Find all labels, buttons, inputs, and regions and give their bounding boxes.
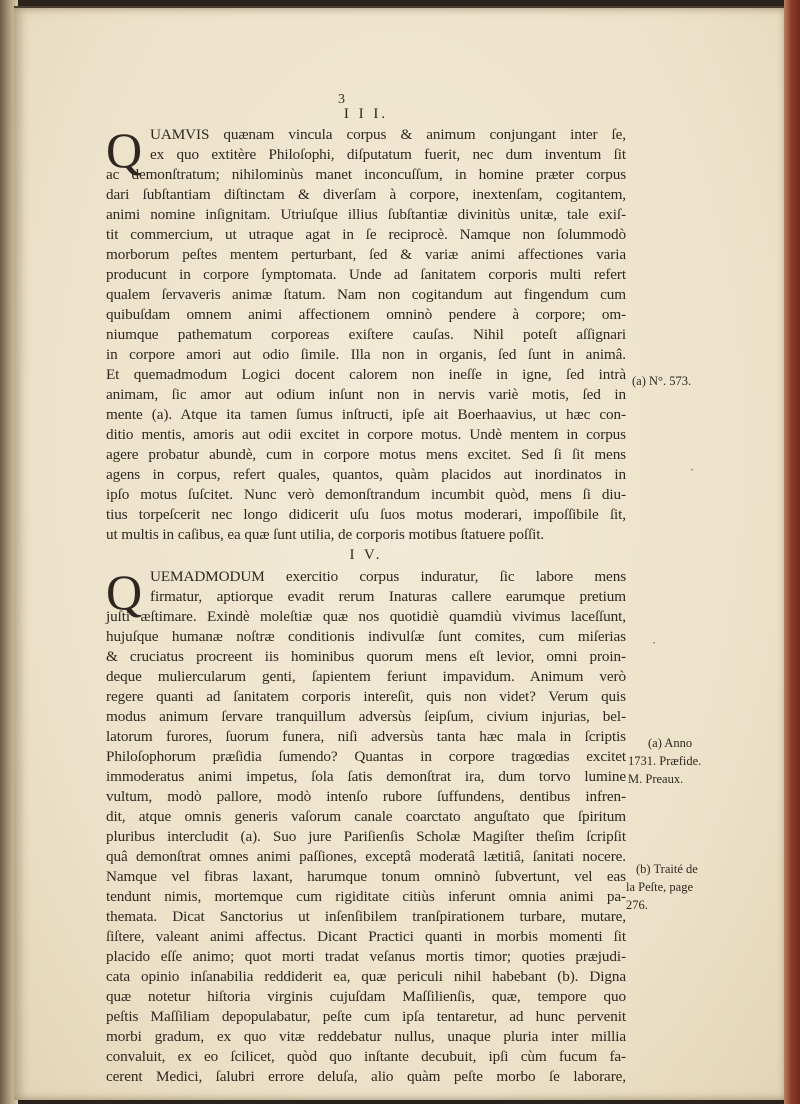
text-line: Philoſophorum præſidia ſumendo? Quantas in corpore tragœdias excitet (106, 748, 626, 765)
text-line: ditio mentis, amoris aut odii excitet in corpore motus. Undè mentem in corpus (106, 426, 626, 443)
text-line: modus animum ſervare tranquillum adversùs ſeipſum, civium injurias, bel- (106, 708, 626, 725)
text-line: mente (a). Atque ita tamen ſumus inſtructi, ipſe ait Boerhaavius, ut hæc con- (106, 406, 626, 423)
margin-note-b-line1: (b) Traité de (636, 862, 698, 876)
drop-cap-3: Q (106, 122, 143, 178)
text-line: producunt in corpore ſymptomata. Unde ad ſanitatem corporis multi refert (106, 266, 626, 283)
text-line: quâ demonſtrat omnes animi paſſiones, exceptâ moderatâ lætitiâ, ſanitati nocere. (106, 848, 626, 865)
text-line: tit commercium, ut utraque agat in ſe reciprocè. Namque non ſolummodò (106, 226, 626, 243)
text-line: vultum, modò pallore, modò intenſo rubore ſuffundens, dentibus infren- (106, 788, 626, 805)
text-line: deque muliercularum genti, ſapientem feriunt impavidum. Animum verò (106, 668, 626, 685)
text-line: Namque vel fibras laxant, harumque tonum omninò ſubvertunt, vel eas (106, 868, 626, 885)
page-number: 3 (338, 92, 345, 107)
margin-note-b-line3: 276. (626, 898, 648, 912)
text-line: cerent Medici, ſalubri errore deluſa, alio quàm peſte morbo ſe laborare, (106, 1068, 626, 1085)
text-line: qualem ſervaveris animæ ſtatum. Nam non cogitandum aut fingendum cum (106, 286, 626, 303)
text-line: tendunt nimis, mortemque cum rigiditate citiùs inferunt omnia animi pa- (106, 888, 626, 905)
text-line: animam, ſic amor aut odium inſunt non in nervis variè motis, ſed in (106, 386, 626, 403)
text-line: cata opinio inſanabilia reddiderit ea, quæ periculi nihil habebant (b). Digna (106, 968, 626, 985)
text-line: in corpore amori aut odio ſimile. Illa non in organis, ſed ſunt in animâ. (106, 346, 626, 363)
ink-speck: · (690, 462, 695, 477)
margin-note-b-line2: la Peſte, page (626, 880, 693, 894)
text-line: immoderatus animi impetus, ſola ſatis demonſtrat ira, dum torvo lumine (106, 768, 626, 785)
text-line: convaluit, ex eo ſcilicet, quòd quo inſtante decubuit, ipſi cùm fucum fa- (106, 1048, 626, 1065)
text-line: ac demonſtratum; nihilominùs manet inconcuſſum, in homine præter corpus (106, 166, 626, 183)
text-line: ſiſtere, valeant animi affectus. Dicant Practici quanti in morbis momenti ſit (106, 928, 626, 945)
text-line: niumque pathematum corporeas exiſtere cauſas. Nihil poteſt aſſignari (106, 326, 626, 343)
text-line: themata. Dicat Sanctorius ut inſenſibilem tranſpirationem turbare, mutare, (106, 908, 626, 925)
text-line: Et quemadmodum Logici docent calorem non ineſſe in igne, ſed intrà (106, 366, 626, 383)
text-line: ut multis in caſibus, ea quæ ſunt utilia, de corporis motibus ſtatuere poſſit. (106, 526, 545, 543)
text-line: ex quo extitère Philoſophi, diſputatum fuerit, nec dum inventum ſit (150, 146, 626, 163)
text-line: agens in corpus, refert quales, quantos, quàm placidos aut inordinatos in (106, 466, 626, 483)
text-line: quibuſdam omnem animi affectionem omninò pendere à corpore; om- (106, 306, 626, 323)
text-line: quæ notetur hiſtoria virginis cujuſdam Maſſilienſis, quæ, tempore quo (106, 988, 626, 1005)
text-line: morbi gradum, ex quo vitæ reddebatur nullus, unaque pluria inter millia (106, 1028, 626, 1045)
text-line: peſtis Maſſiliam depopulabatur, peſte cum ipſa tentaretur, ad hunc pervenit (106, 1008, 626, 1025)
text-line: placido eſſe animo; quot morti tradat veſanus mortis timor; quoties præjudi- (106, 948, 626, 965)
drop-cap-4: Q (106, 564, 143, 620)
text-line: juſti æſtimare. Exindè moleſtiæ quæ nos quotidiè quamdiù vivimus laceſſunt, (106, 608, 626, 625)
margin-note-a1: (a) N°. 573. (632, 374, 692, 388)
section-heading-4: I V. (349, 547, 383, 563)
text-line: animi nomine inſignitam. Utriuſque illius ſubſtantiæ divinitùs unitæ, tale exiſ- (106, 206, 626, 223)
margin-note-a2-line2: 1731. Præfide. (628, 754, 702, 768)
text-line: tius torpeſcerit nec longo didicerit uſu ſuos motus moderari, impoſſibile ſit, (106, 506, 626, 523)
text-line: latorum furores, ſuorum funera, niſi adversùs tanta hæc mala in ſcriptis (106, 728, 626, 745)
text-line: morborum peſtes mentem perturbant, ſed & variæ animi affectiones varia (106, 246, 626, 263)
text-line: firmatur, aptiorque evadit rerum Inaturas callere earumque pretium (150, 588, 626, 605)
red-page-edge (784, 0, 800, 1104)
text-line: hujuſque humanæ noſtræ conditionis indivulſæ ſunt comites, cum miſerias (106, 628, 626, 645)
text-line: regere quanti ad ſanitatem corporis intereſit, quis non videt? Verum quis (106, 688, 626, 705)
text-line: ipſo motus ſuſcitet. Nunc verò demonſtrandum incumbit quòd, mens ſi diu- (106, 486, 626, 503)
text-line: dit, atque omnis generis vaſorum canale coarctato anguſtato que ſpiritum (106, 808, 626, 825)
text-line: dari ſubſtantiam diſtinctam & diverſam à corpore, inextenſam, cogitantem, (106, 186, 626, 203)
section-heading-3: I I I. (343, 106, 389, 122)
margin-note-a2-line3: M. Preaux. (628, 772, 684, 786)
text-line: UAMVIS quænam vincula corpus & animum conjungant inter ſe, (150, 126, 626, 143)
ink-speck: · (652, 635, 657, 650)
margin-note-a2-line1: (a) Anno (648, 736, 693, 750)
text-line: pluribus intercludit (a). Suo jure Pariſienſis Scholæ Magiſter theſim ſcripſit (106, 828, 626, 845)
text-line: agere probatur abundè, cum in corpore motus mens excitet. Sed ſi ſit mens (106, 446, 626, 463)
text-line: UEMADMODUM exercitio corpus induratur, ſic labore mens (150, 568, 626, 585)
text-line: & cruciatus procreent iis hominibus quorum mens eſt levior, omni proin- (106, 648, 626, 665)
